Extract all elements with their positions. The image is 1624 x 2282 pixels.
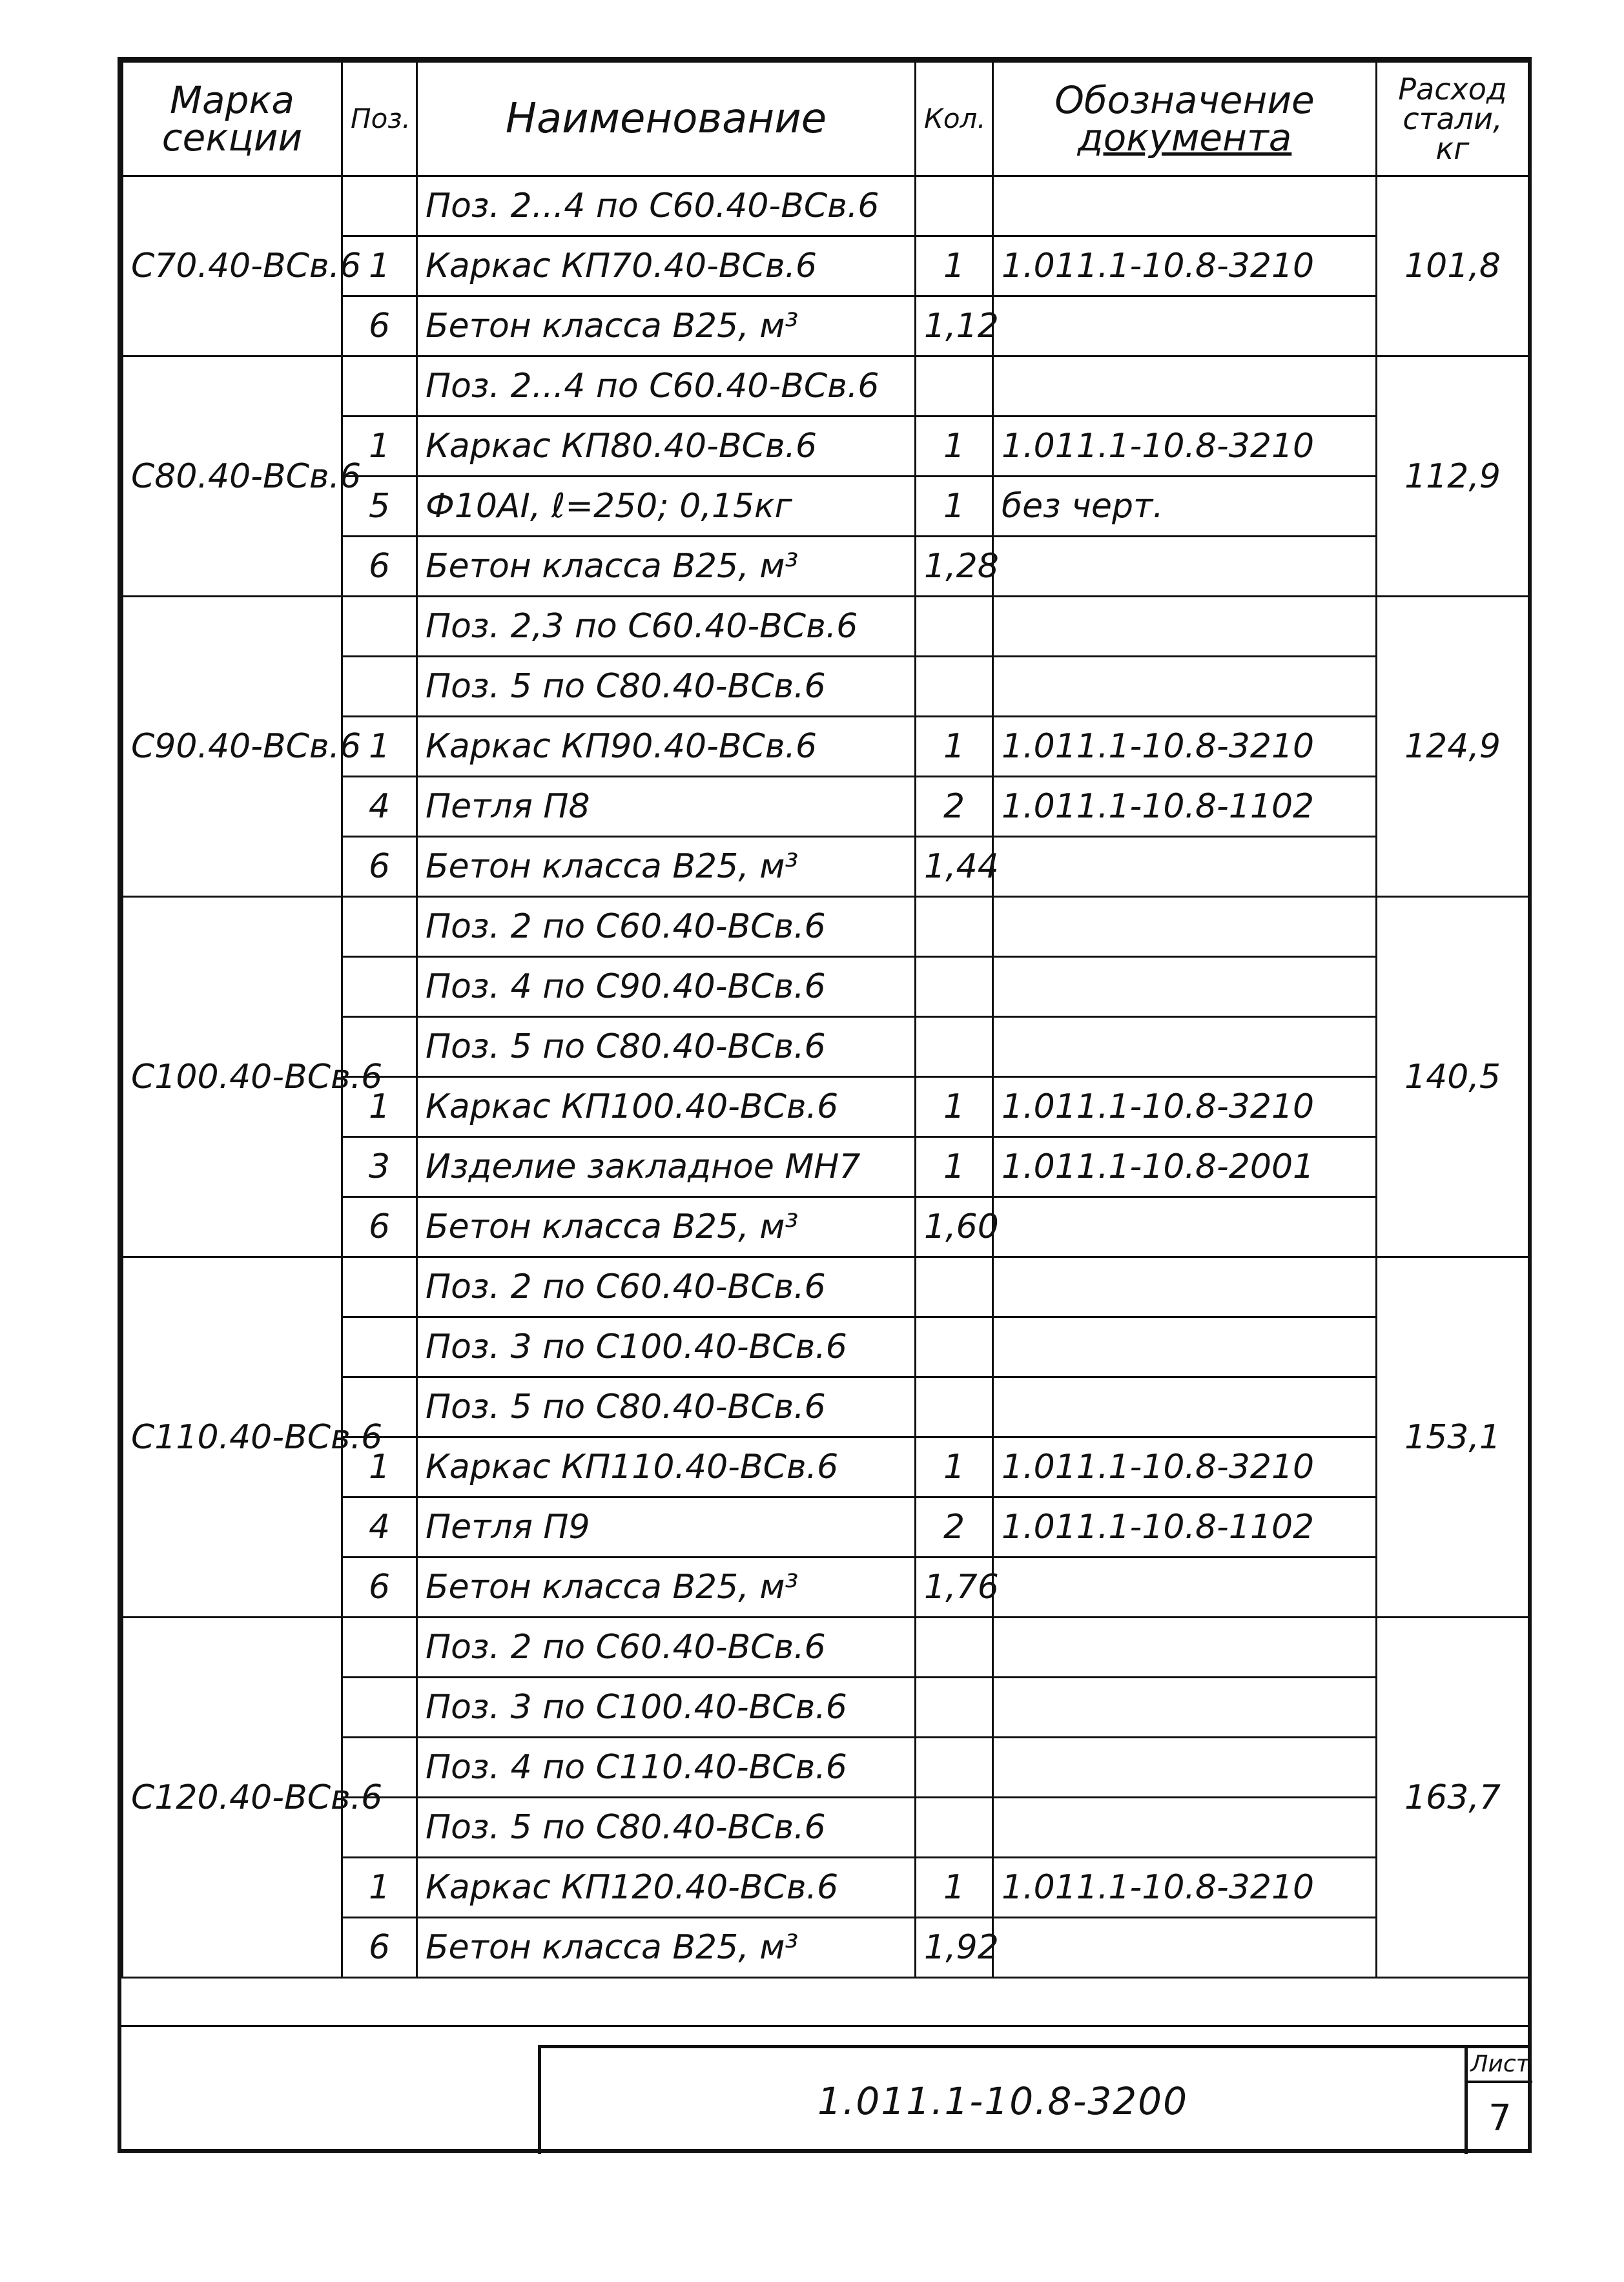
quantity-cell: 1 [916, 477, 993, 537]
quantity-cell: 1 [916, 717, 993, 777]
quantity-cell [916, 1017, 993, 1077]
document-cell [993, 1678, 1377, 1738]
quantity-cell: 1,44 [916, 837, 993, 897]
quantity-cell [916, 957, 993, 1017]
position-cell [342, 597, 417, 657]
document-cell [993, 657, 1377, 717]
name-cell: Петля П8 [417, 777, 916, 837]
quantity-cell: 1 [916, 1858, 993, 1918]
name-cell: Поз. 5 по С80.40-ВСв.6 [417, 657, 916, 717]
quantity-cell [916, 1798, 993, 1858]
quantity-cell [916, 897, 993, 957]
steel-consumption: 153,1 [1377, 1257, 1529, 1618]
sheet-number: 7 [1488, 2097, 1512, 2139]
position-cell: 3 [342, 1137, 417, 1197]
quantity-cell: 1 [916, 1437, 993, 1497]
quantity-cell: 1,76 [916, 1557, 993, 1618]
name-cell: Поз. 2,3 по С60.40-ВСв.6 [417, 597, 916, 657]
steel-consumption: 101,8 [1377, 176, 1529, 356]
document-cell: 1.011.1-10.8-1102 [993, 1497, 1377, 1557]
quantity-cell: 1,28 [916, 537, 993, 597]
quantity-cell [916, 1678, 993, 1738]
position-cell: 1 [342, 717, 417, 777]
steel-consumption: 112,9 [1377, 356, 1529, 597]
header-pos: Поз. [342, 62, 417, 176]
quantity-cell: 1 [916, 1137, 993, 1197]
quantity-cell [916, 1738, 993, 1798]
document-cell: без черт. [993, 477, 1377, 537]
quantity-cell: 1,60 [916, 1197, 993, 1257]
document-cell [993, 897, 1377, 957]
document-cell [993, 1377, 1377, 1437]
document-cell [993, 356, 1377, 416]
quantity-cell: 1 [916, 236, 993, 296]
position-cell [342, 1618, 417, 1678]
document-cell [993, 597, 1377, 657]
position-cell: 6 [342, 1197, 417, 1257]
name-cell: Бетон класса В25, м³ [417, 1197, 916, 1257]
header-doc [993, 62, 1377, 176]
quantity-cell [916, 1317, 993, 1377]
name-cell: Поз. 2 по С60.40-ВСв.6 [417, 897, 916, 957]
table-row [123, 1257, 1529, 1317]
position-cell: 4 [342, 1497, 417, 1557]
document-cell [993, 1017, 1377, 1077]
position-cell [342, 957, 417, 1017]
document-code: 1.011.1-10.8-3200 [817, 2079, 1188, 2123]
name-cell: Петля П9 [417, 1497, 916, 1557]
table-row [123, 356, 1529, 416]
name-cell: Поз. 5 по С80.40-ВСв.6 [417, 1377, 916, 1437]
document-cell: 1.011.1-10.8-1102 [993, 777, 1377, 837]
document-cell: 1.011.1-10.8-3210 [993, 717, 1377, 777]
section-mark: С70.40-ВСв.6 [123, 176, 342, 356]
header-qty: Кол. [916, 62, 993, 176]
quantity-cell [916, 176, 993, 236]
name-cell: Поз. 5 по С80.40-ВСв.6 [417, 1017, 916, 1077]
position-cell: 6 [342, 1918, 417, 1978]
position-cell [342, 1678, 417, 1738]
document-cell [993, 837, 1377, 897]
section-mark: С120.40-ВСв.6 [123, 1618, 342, 1978]
position-cell: 4 [342, 777, 417, 837]
quantity-cell [916, 1618, 993, 1678]
name-cell: Изделие закладное МН7 [417, 1137, 916, 1197]
header-doc-line2: документа [1077, 116, 1292, 159]
header-steel: Расход стали, кг [1377, 62, 1529, 176]
document-cell [993, 1317, 1377, 1377]
document-cell: 1.011.1-10.8-3210 [993, 1437, 1377, 1497]
section-mark: С80.40-ВСв.6 [123, 356, 342, 597]
quantity-cell [916, 597, 993, 657]
name-cell: Поз. 2...4 по С60.40-ВСв.6 [417, 356, 916, 416]
document-cell [993, 1197, 1377, 1257]
table-header-row [123, 62, 1529, 176]
position-cell [342, 356, 417, 416]
steel-consumption: 140,5 [1377, 897, 1529, 1257]
position-cell: 6 [342, 296, 417, 356]
document-cell [993, 1257, 1377, 1317]
title-block [121, 2025, 1528, 2151]
name-cell: Поз. 5 по С80.40-ВСв.6 [417, 1798, 916, 1858]
document-cell [993, 1798, 1377, 1858]
name-cell: Ф10АI, ℓ=250; 0,15кг [417, 477, 916, 537]
document-cell: 1.011.1-10.8-3210 [993, 236, 1377, 296]
document-cell [993, 537, 1377, 597]
name-cell: Бетон класса В25, м³ [417, 1918, 916, 1978]
document-cell: 1.011.1-10.8-2001 [993, 1137, 1377, 1197]
steel-consumption: 124,9 [1377, 597, 1529, 897]
position-cell [342, 1317, 417, 1377]
table-row [123, 176, 1529, 236]
position-cell [342, 897, 417, 957]
quantity-cell [916, 1257, 993, 1317]
section-mark: С90.40-ВСв.6 [123, 597, 342, 897]
name-cell: Поз. 2 по С60.40-ВСв.6 [417, 1257, 916, 1317]
document-cell: 1.011.1-10.8-3210 [993, 1077, 1377, 1137]
quantity-cell [916, 1377, 993, 1437]
header-mark: Марка секции [123, 62, 342, 176]
name-cell: Бетон класса В25, м³ [417, 837, 916, 897]
name-cell: Поз. 2 по С60.40-ВСв.6 [417, 1618, 916, 1678]
quantity-cell: 2 [916, 1497, 993, 1557]
position-cell: 1 [342, 1858, 417, 1918]
position-cell: 6 [342, 1557, 417, 1618]
name-cell: Каркас КП70.40-ВСв.6 [417, 236, 916, 296]
name-cell: Поз. 4 по С110.40-ВСв.6 [417, 1738, 916, 1798]
table-row [123, 897, 1529, 957]
title-block-main [538, 2045, 1529, 2154]
position-cell: 1 [342, 236, 417, 296]
document-cell: 1.011.1-10.8-3210 [993, 1858, 1377, 1918]
quantity-cell: 2 [916, 777, 993, 837]
name-cell: Бетон класса В25, м³ [417, 537, 916, 597]
position-cell: 1 [342, 416, 417, 477]
position-cell [342, 1257, 417, 1317]
document-cell [993, 1618, 1377, 1678]
document-cell [993, 1738, 1377, 1798]
section-mark: С110.40-ВСв.6 [123, 1257, 342, 1618]
position-cell: 5 [342, 477, 417, 537]
document-cell [993, 957, 1377, 1017]
quantity-cell [916, 657, 993, 717]
name-cell: Поз. 3 по С100.40-ВСв.6 [417, 1317, 916, 1377]
name-cell: Каркас КП90.40-ВСв.6 [417, 717, 916, 777]
position-cell [342, 176, 417, 236]
quantity-cell [916, 356, 993, 416]
specification-table [121, 61, 1530, 1979]
name-cell: Поз. 2...4 по С60.40-ВСв.6 [417, 176, 916, 236]
position-cell: 6 [342, 837, 417, 897]
name-cell: Каркас КП100.40-ВСв.6 [417, 1077, 916, 1137]
position-cell [342, 657, 417, 717]
section-mark: С100.40-ВСв.6 [123, 897, 342, 1257]
document-cell [993, 176, 1377, 236]
name-cell: Поз. 4 по С90.40-ВСв.6 [417, 957, 916, 1017]
sheet-number-box [1465, 2048, 1532, 2154]
quantity-cell: 1 [916, 416, 993, 477]
header-name: Наименование [417, 62, 916, 176]
specification-body [123, 176, 1529, 1978]
document-cell [993, 1557, 1377, 1618]
document-cell [993, 1918, 1377, 1978]
quantity-cell: 1,92 [916, 1918, 993, 1978]
name-cell: Поз. 3 по С100.40-ВСв.6 [417, 1678, 916, 1738]
table-row [123, 1618, 1529, 1678]
position-cell: 6 [342, 537, 417, 597]
name-cell: Каркас КП80.40-ВСв.6 [417, 416, 916, 477]
name-cell: Каркас КП110.40-ВСв.6 [417, 1437, 916, 1497]
quantity-cell: 1 [916, 1077, 993, 1137]
name-cell: Бетон класса В25, м³ [417, 296, 916, 356]
position-cell: 1 [342, 1437, 417, 1497]
table-row [123, 597, 1529, 657]
header-doc-line1: Обозначение [1054, 78, 1315, 122]
drawing-sheet [118, 57, 1532, 2153]
document-cell: 1.011.1-10.8-3210 [993, 416, 1377, 477]
position-cell: 1 [342, 1077, 417, 1137]
name-cell: Каркас КП120.40-ВСв.6 [417, 1858, 916, 1918]
name-cell: Бетон класса В25, м³ [417, 1557, 916, 1618]
sheet-label: Лист [1468, 2048, 1532, 2083]
document-cell [993, 296, 1377, 356]
steel-consumption: 163,7 [1377, 1618, 1529, 1978]
quantity-cell: 1,12 [916, 296, 993, 356]
